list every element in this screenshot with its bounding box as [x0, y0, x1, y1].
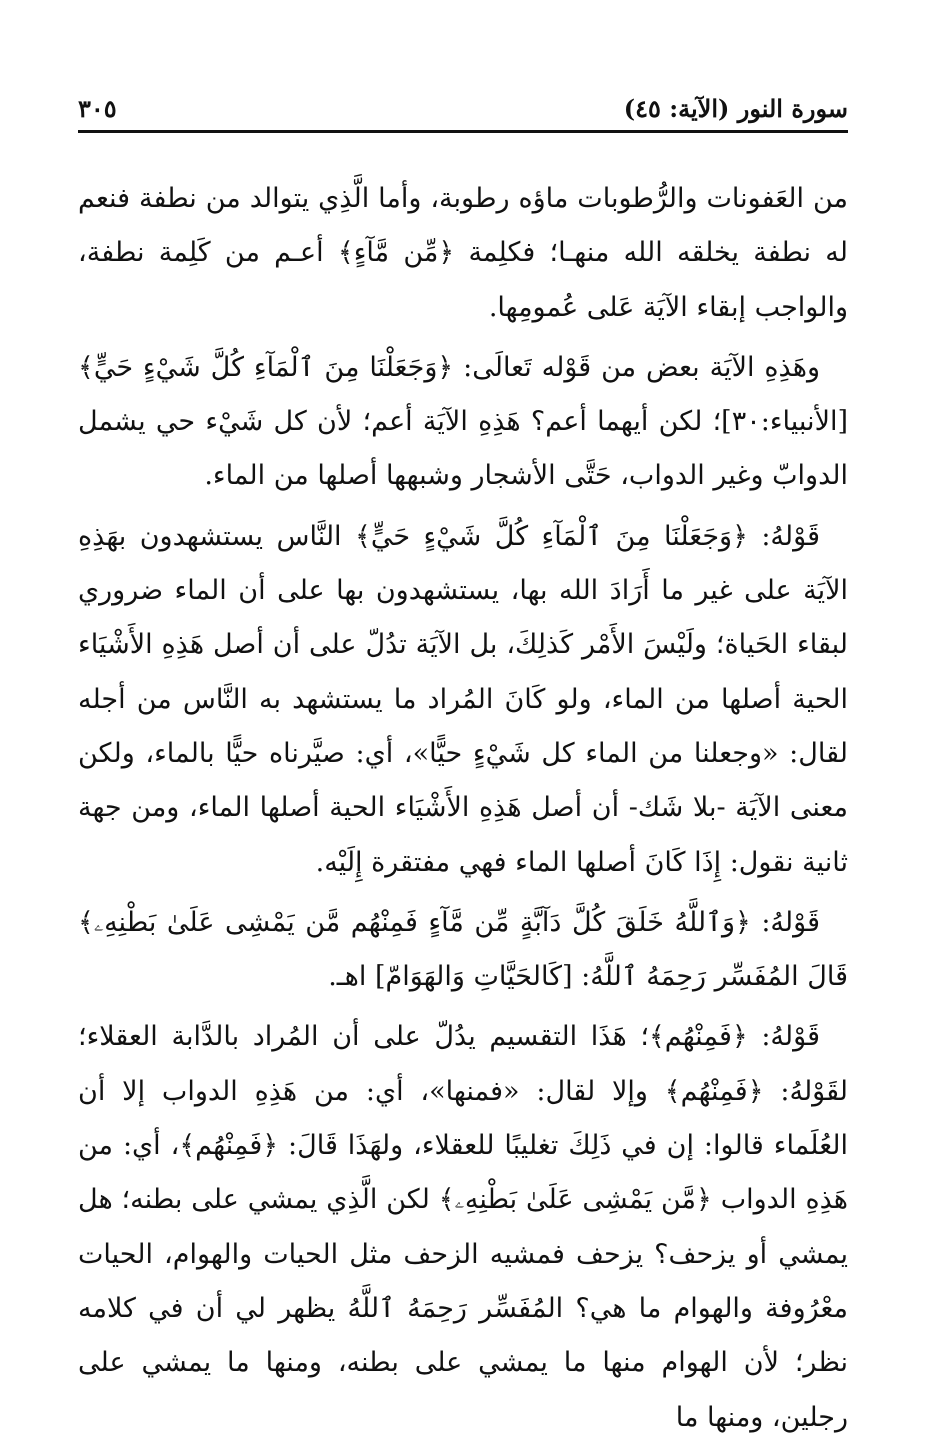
paragraph-4: قَوْلهُ: ﴿وَٱللَّهُ خَلَقَ كُلَّ دَآبَّةٍ مِّن مَّآءٍ فَمِنْهُم مَّن يَمْشِى عَلَىٰ بَطْنِهِۦ﴾ قَالَ المُفَسِّر رَحِمَهُ ٱللَّهُ: [كَالحَيَّاتِ وَالهَوَامّ] اهـ.	[78, 906, 848, 993]
paragraph-2: وهَذِهِ الآيَة بعض من قَوْله تَعالَى: ﴿وَجَعَلْنَا مِنَ ٱلْمَآءِ كُلَّ شَيْءٍ حَيٍّ﴾ [الأنبياء:٣٠]؛ لكن أيهما أعم؟ هَذِهِ الآيَة أعم؛ لأن كل شَيْء حي يشمل الدوابّ وغير الدواب، حَتَّى الأشجار وشبهها أصلها من الماء.	[78, 351, 848, 492]
paragraph-5: قَوْلهُ: ﴿فَمِنْهُم﴾؛ هَذَا التقسيم يدُلّ على أن المُراد بالدَّابة العقلاء؛ لقَوْلهُ: ﴿فَمِنْهُم﴾ وإلا لقال: «فمنها»، أي: من هَذِهِ الدواب إلا أن العُلَماء قالوا: إن في ذَلِكَ تغليبًا للعقلاء، ولهَذَا قَالَ: ﴿فَمِنْهُم﴾، أي: من هَذِهِ الدواب ﴿مَّن يَمْشِى عَلَىٰ بَطْنِهِۦ﴾ لكن الَّذِي يمشي على بطنه؛ هل يمشي أو يزحف؟ يزحف فمشيه الزحف مثل الحيات والهوام، الحيات معْرُوفة والهوام ما هي؟ المُفَسِّر رَحِمَهُ ٱللَّهُ يظهر لي أن في كلامه نظر؛ لأن الهوام منها ما يمشي على بطنه، ومنها ما يمشي على رجلين، ومنها ما	[78, 1021, 848, 1433]
page-number: ٣٠٥	[78, 94, 117, 123]
running-title: سورة النور (الآية: ٤٥)	[623, 94, 848, 123]
paragraph-3: قَوْلهُ: ﴿وَجَعَلْنَا مِنَ ٱلْمَآءِ كُلَّ شَيْءٍ حَيٍّ﴾ النَّاس يستشهدون بهَذِهِ الآيَة على غير ما أَرَادَ الله بها، يستشهدون بها على أن الماء ضروري لبقاء الحَياة؛ ولَيْسَ الأَمْر كَذلِكَ، بل الآيَة تدُلّ على أن أصل هَذِهِ الأَشْيَاء الحية أصلها من الماء، ولو كَانَ المُراد ما يستشهد به النَّاس من أجله لقال: «وجعلنا من الماء كل شَيْءٍ حيًّا»، أي: صيَّرناه حيًّا بالماء، ولكن معنى الآيَة -بلا شَك- أن أصل هَذِهِ الأَشْيَاء الحية أصلها الماء، ومن جهة ثانية نقول: إِذَا كَانَ أصلها الماء فهي مفتقرة إِلَيْه.	[78, 520, 848, 878]
header-rule	[78, 130, 848, 133]
page-header	[78, 92, 848, 132]
paragraph-1: من العَفونات والرُّطوبات ماؤه رطوبة، وأما الَّذِي يتوالد من نطفة فنعم له نطفة يخلقه الله منهـا؛ فكلِمة ﴿مِّن مَّآءٍ﴾ أعـم من كَلِمة نطفة، والواجب إبقاء الآيَة عَلى عُمومِها.	[78, 183, 848, 323]
body-text	[78, 172, 848, 1451]
